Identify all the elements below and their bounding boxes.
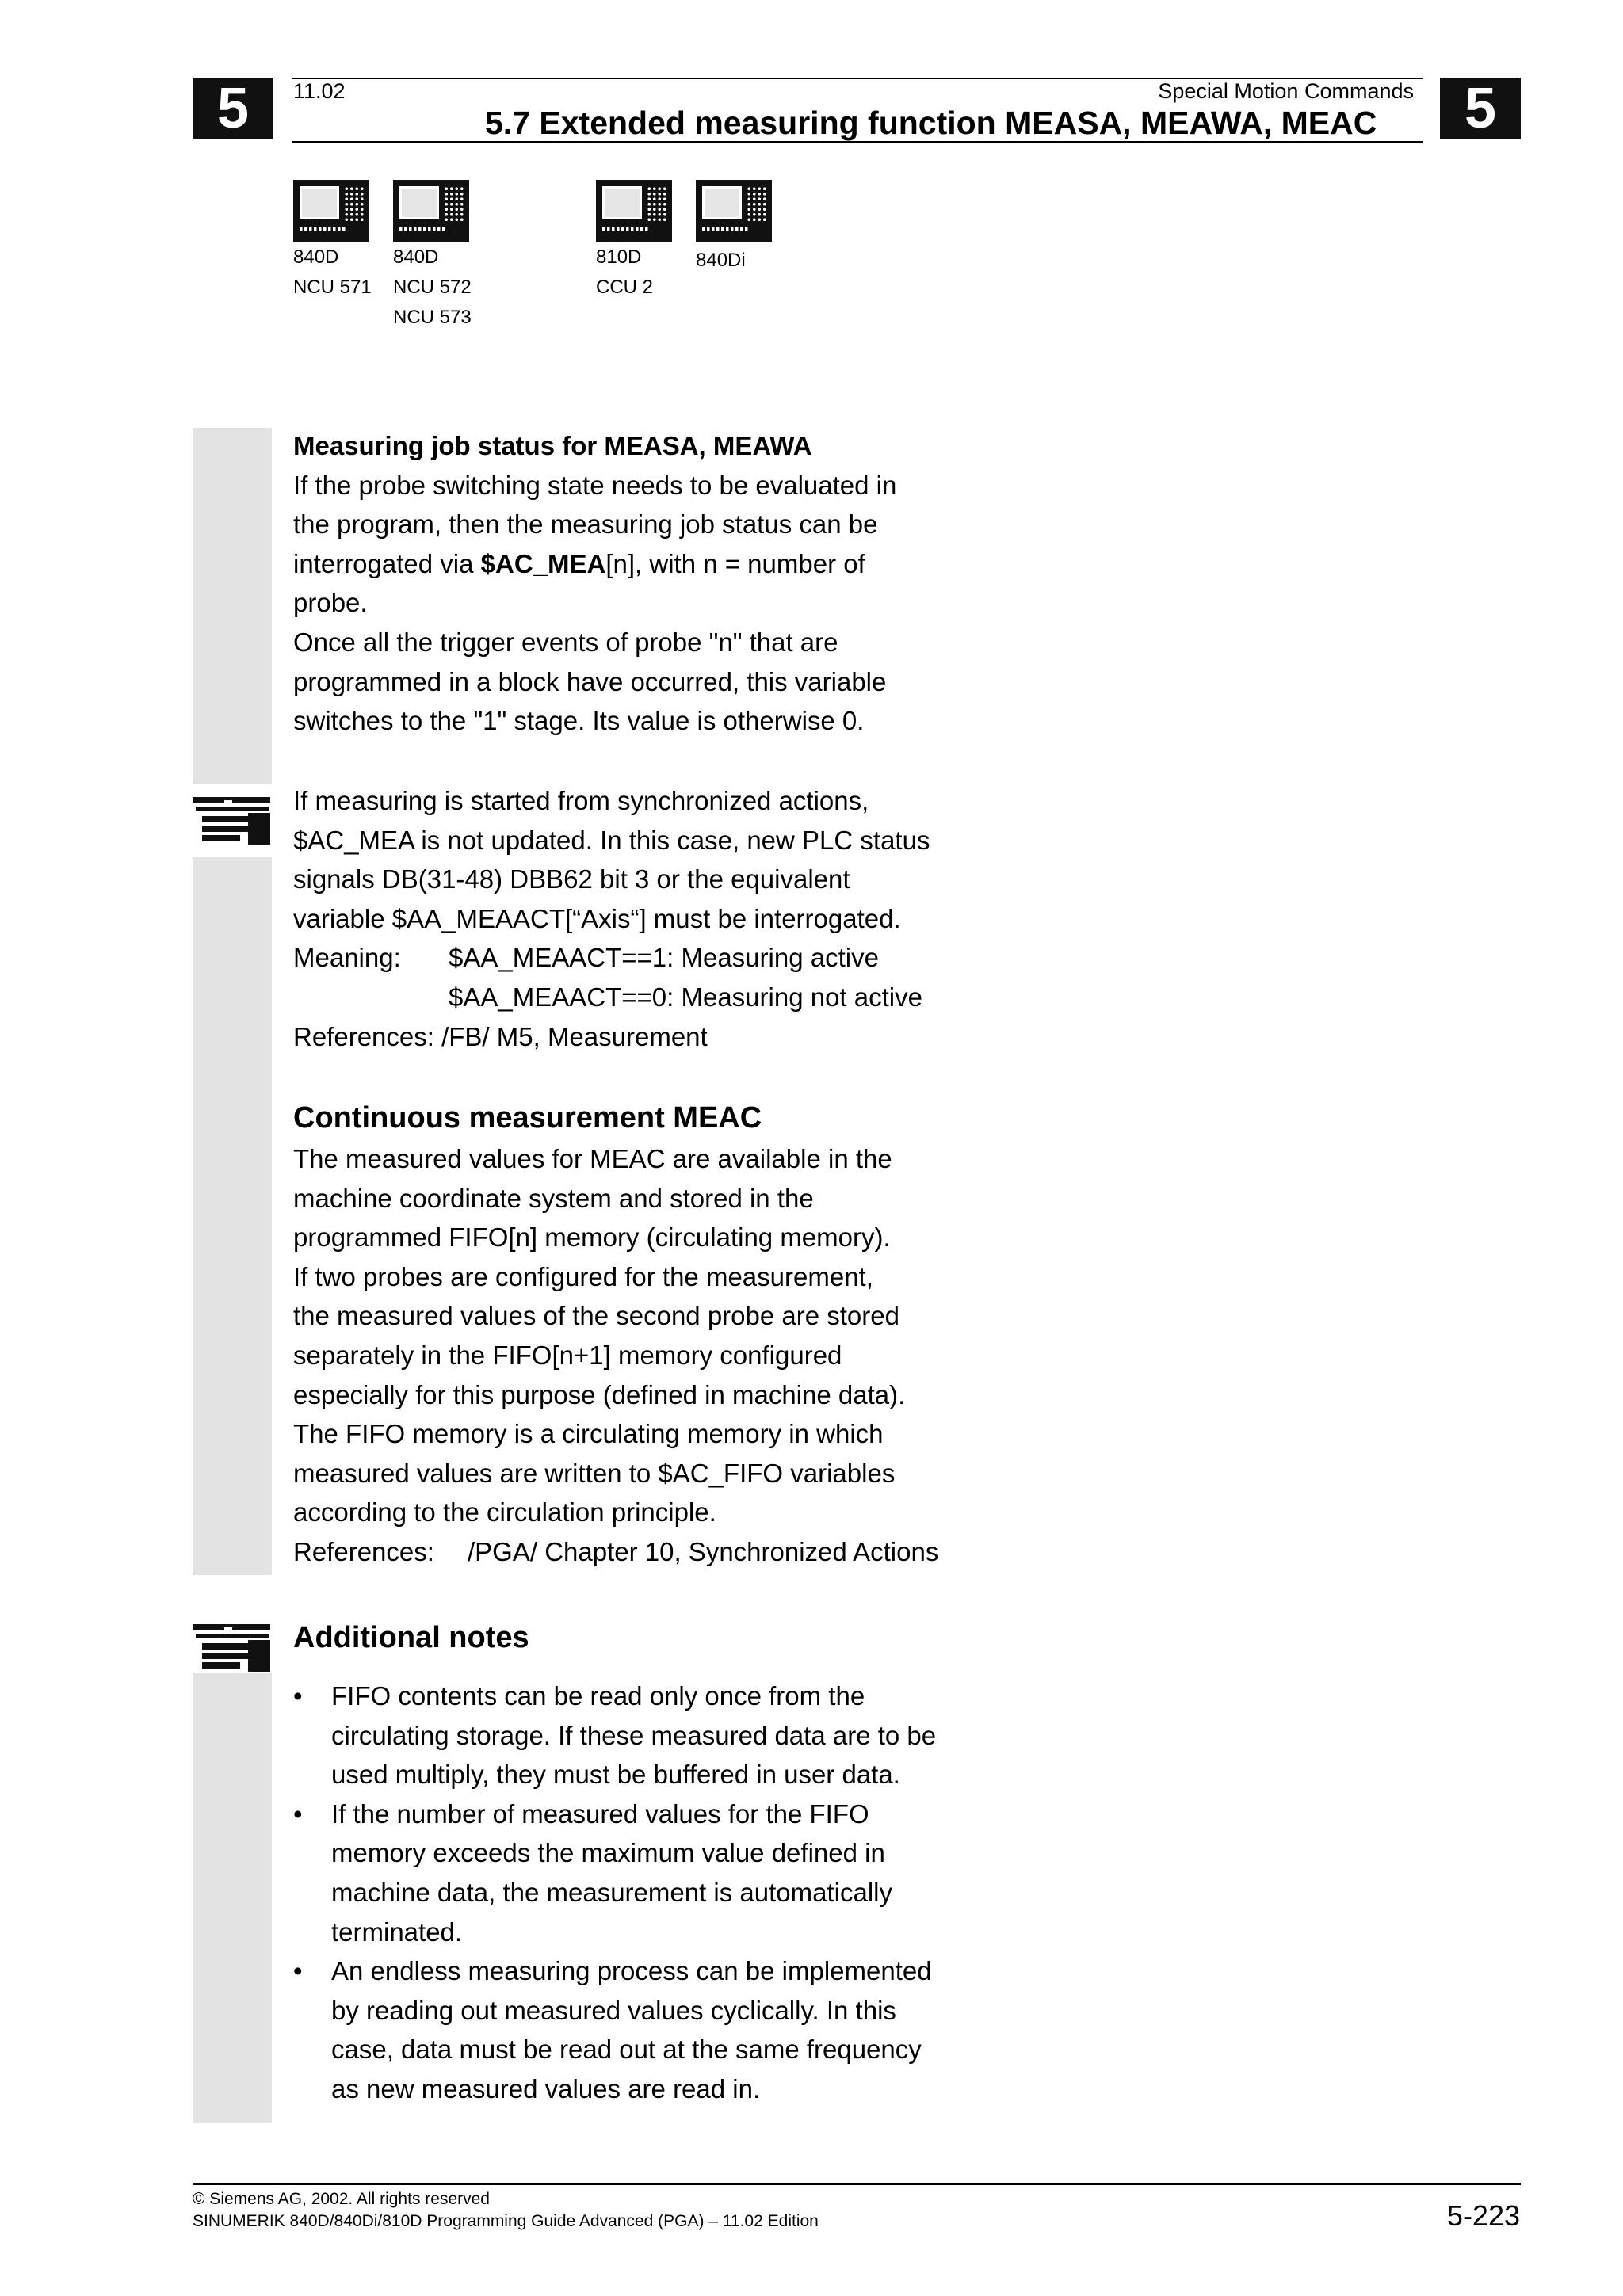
note-text-line: signals DB(31-48) DBB62 bit 3 or the equivalent [293, 864, 850, 894]
note-text-line: $AC_MEA is not updated. In this case, new PLC status [293, 825, 930, 855]
page-number: 5-223 [1446, 2199, 1520, 2232]
status-heading: Measuring job status for MEASA, MEAWA [293, 431, 812, 460]
status-text-line: programmed in a block have occurred, this variable [293, 666, 887, 696]
control-label-810d-ccu2: 810D CCU 2 [596, 246, 654, 298]
ac-mea-variable: $AC_MEA [480, 548, 606, 578]
footer-rule [193, 2183, 1521, 2185]
continuous-text-line: separately in the FIFO[n+1] memory configured [293, 1340, 842, 1370]
chapter-tab-right: 5 [1440, 78, 1521, 139]
continuous-text-line: the measured values of the second probe are stored [293, 1301, 899, 1331]
continuous-heading: Continuous measurement MEAC [293, 1101, 762, 1135]
control-unit-icon [293, 180, 369, 242]
status-text-line: switches to the "1" stage. Its value is otherwise 0. [293, 706, 865, 736]
bullet-item: • If the number of measured values for the FIFO memory exceeds the maximum value defined in machine data, the measurement is automatically terminated. [293, 1794, 1006, 1951]
continuous-text-line: measured values are written to $AC_FIFO variables [293, 1458, 896, 1488]
continuous-text-line: programmed FIFO[n] memory (circulating memory). [293, 1222, 891, 1253]
control-unit-icon [393, 180, 469, 242]
status-section [293, 426, 1006, 741]
continuous-text-line: according to the circulation principle. [293, 1497, 716, 1527]
control-unit-icon [596, 180, 672, 242]
note-references: References: /FB/ M5, Measurement [293, 1021, 708, 1051]
control-label-840d-ncu571: 840D NCU 571 [293, 246, 372, 298]
status-text-line: If the probe switching state needs to be evaluated in [293, 470, 897, 500]
footer-copyright: © Siemens AG, 2002. All rights reserved [193, 2190, 490, 2208]
note-meaning-line: Meaning: $AA_MEAACT==1: Measuring active [293, 943, 879, 973]
bullet-item: • An endless measuring process can be implemented by reading out measured values cyclically. In this case, data must be read out at the same frequency as new measured values are read in. [293, 1951, 1006, 2108]
margin-bar [193, 857, 272, 1575]
header-section-name: Special Motion Commands [1158, 79, 1414, 103]
header-date: 11.02 [293, 79, 346, 103]
note-hand-icon [193, 789, 272, 852]
continuous-text-line: If two probes are configured for the measurement, [293, 1261, 873, 1291]
note-meaning-line: $AA_MEAACT==0: Measuring not active [449, 982, 922, 1012]
status-text-line: interrogated via $AC_MEA[n], with n = number of [293, 548, 865, 578]
continuous-section [293, 1097, 1006, 1572]
note-hand-icon [193, 1616, 272, 1680]
additional-notes-section [293, 1616, 1006, 2109]
header-bottom-rule [292, 141, 1423, 143]
footer-guide-title: SINUMERIK 840D/840Di/810D Programming Guide Advanced (PGA) – 11.02 Edition [193, 2212, 819, 2230]
bullet-item: • FIFO contents can be read only once from the circulating storage. If these measured data are to be used multiply, they must be buffered in user data. [293, 1676, 1006, 1794]
continuous-text-line: especially for this purpose (defined in machine data). [293, 1379, 906, 1409]
status-text-line: probe. [293, 588, 368, 618]
continuous-text-line: The FIFO memory is a circulating memory in which [293, 1419, 884, 1449]
continuous-text-line: machine coordinate system and stored in the [293, 1183, 814, 1213]
control-unit-icon [696, 180, 772, 242]
continuous-text-line: The measured values for MEAC are available in the [293, 1144, 892, 1173]
note-text-line: variable $AA_MEAACT[“Axis“] must be interrogated. [293, 903, 901, 933]
status-text-line: the program, then the measuring job status can be [293, 509, 878, 540]
continuous-references: References: /PGA/ Chapter 10, Synchronized Actions [293, 1536, 939, 1566]
page-title: 5.7 Extended measuring function MEASA, MEAWA, MEAC [485, 105, 1377, 141]
control-label-840d-ncu572: 840D NCU 572 NCU 573 [393, 246, 472, 328]
status-text-line: Once all the trigger events of probe "n" that are [293, 627, 838, 657]
control-label-840di: 840Di [696, 250, 746, 271]
margin-bar [193, 1657, 272, 2123]
chapter-tab-left: 5 [193, 78, 273, 139]
additional-notes-heading: Additional notes [293, 1621, 529, 1654]
note-section [293, 781, 1006, 1056]
margin-bar [193, 428, 272, 784]
note-text-line: If measuring is started from synchronized actions, [293, 786, 869, 815]
